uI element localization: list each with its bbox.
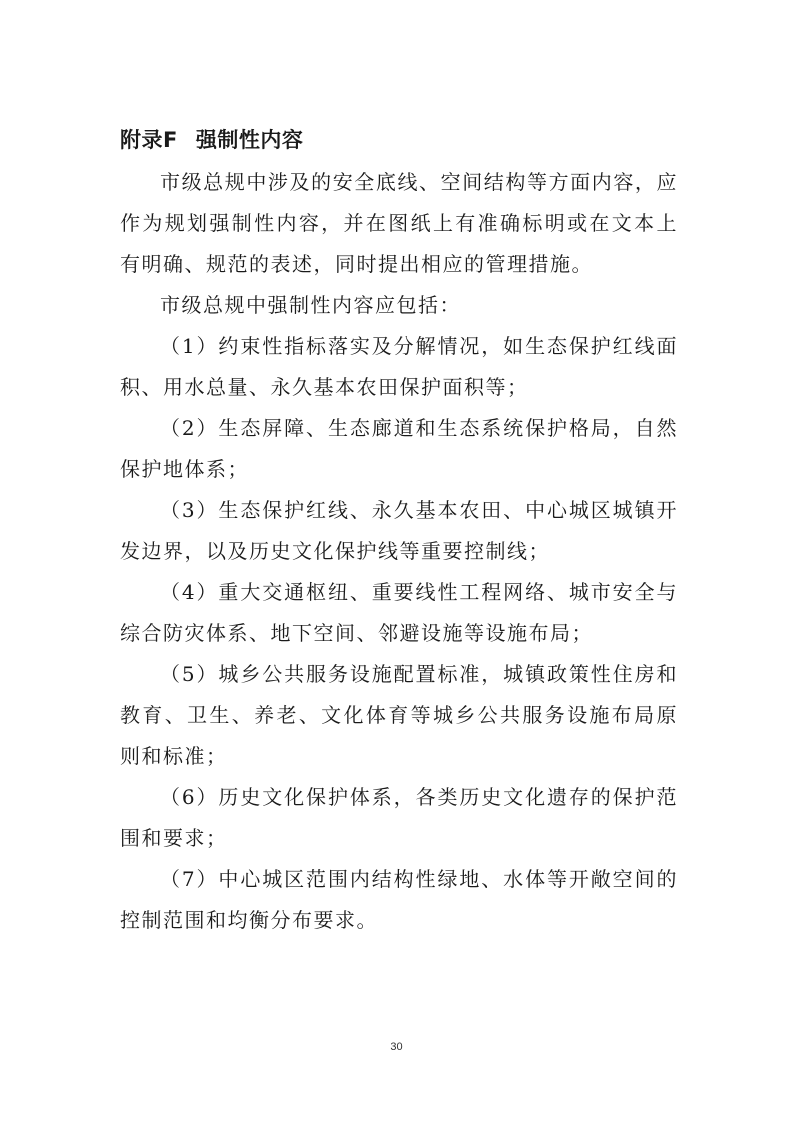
intro-paragraph: 市级总规中涉及的安全底线、空间结构等方面内容，应作为规划强制性内容，并在图纸上有准确标明或在文本上有明确、规范的表述，同时提出相应的管理措施。 (120, 170, 678, 276)
list-item-5: （5）城乡公共服务设施配置标准，城镇政策性住房和教育、卫生、养老、文化体育等城乡公共服务设施布局原则和标准； (120, 662, 678, 768)
page-number: 30 (390, 1041, 403, 1053)
list-intro-paragraph: 市级总规中强制性内容应包括： (160, 293, 461, 317)
appendix-label: 附录F (120, 128, 178, 152)
list-item-6: （6）历史文化保护体系，各类历史文化遗存的保护范围和要求； (120, 785, 678, 850)
appendix-heading (120, 124, 303, 154)
list-item-1: （1）约束性指标落实及分解情况，如生态保护红线面积、用水总量、永久基本农田保护面积等； (120, 334, 678, 399)
body-text (120, 162, 678, 941)
list-item-3: （3）生态保护红线、永久基本农田、中心城区城镇开发边界，以及历史文化保护线等重要控制线； (120, 498, 678, 563)
appendix-title: 强制性内容 (195, 128, 304, 152)
list-item-4: （4）重大交通枢纽、重要线性工程网络、城市安全与综合防灾体系、地下空间、邻避设施等设施布局； (120, 580, 678, 645)
list-item-7: （7）中心城区范围内结构性绿地、水体等开敞空间的控制范围和均衡分布要求。 (120, 867, 678, 932)
list-item-2: （2）生态屏障、生态廊道和生态系统保护格局，自然保护地体系； (120, 416, 678, 481)
